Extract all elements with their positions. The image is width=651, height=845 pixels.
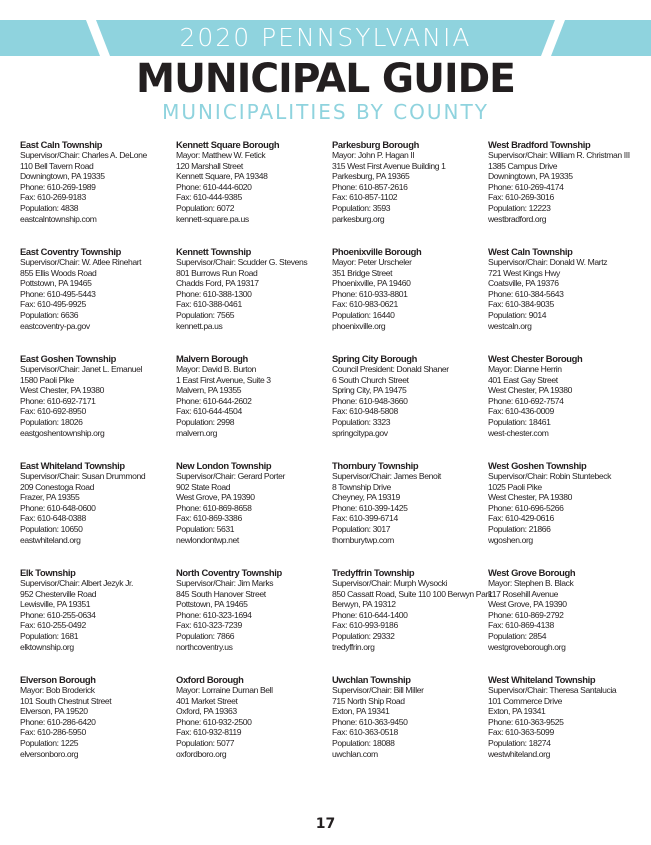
address-line: 101 South Chestnut Street — [20, 695, 112, 706]
page-title: MUNICIPAL GUIDE — [136, 56, 515, 102]
fax-line: Fax: 610-648-0388 — [20, 513, 86, 524]
phone-line: Phone: 610-363-9450 — [332, 716, 408, 727]
address-line: 952 Chesterville Road — [20, 588, 97, 599]
phone-line: Phone: 610-363-9525 — [488, 716, 564, 727]
address-line: 1 East First Avenue, Suite 3 — [176, 374, 271, 385]
address-line: 721 West Kings Hwy — [488, 267, 560, 278]
municipality-entry — [20, 460, 170, 567]
city-line: Spring City, PA 19475 — [332, 385, 407, 396]
address-line: 401 Market Street — [176, 695, 238, 706]
column-1 — [20, 139, 170, 781]
fax-line: Fax: 610-932-8119 — [176, 727, 242, 738]
website-line: northcoventry.us — [176, 641, 233, 652]
city-line: Pottstown, PA 19465 — [176, 599, 248, 610]
fax-line: Fax: 610-644-4504 — [176, 406, 242, 417]
fax-line: Fax: 610-993-9186 — [332, 620, 398, 631]
official-line: Mayor: Dianne Herrin — [488, 364, 562, 374]
address-line: 401 East Gay Street — [488, 374, 558, 385]
official-line: Mayor: Stephen B. Black — [488, 578, 574, 588]
fax-line: Fax: 610-286-5950 — [20, 727, 86, 738]
municipality-name: Tredyffrin Township — [332, 567, 415, 578]
fax-line: Fax: 610-948-5808 — [332, 406, 398, 417]
official-line: Supervisor/Chair: Janet L. Emanuel — [20, 364, 143, 374]
municipality-name: West Bradford Township — [488, 139, 591, 150]
address-line: 110 Bell Tavern Road — [20, 160, 94, 171]
city-line: Malvern, PA 19355 — [176, 385, 242, 396]
website-line: kennett.pa.us — [176, 320, 223, 331]
population-line: Population: 10650 — [20, 523, 83, 534]
population-line: Population: 18026 — [20, 416, 83, 427]
phone-line: Phone: 610-286-6420 — [20, 716, 96, 727]
municipality-name: West Whiteland Township — [488, 674, 596, 685]
fax-line: Fax: 610-495-9925 — [20, 299, 86, 310]
population-line: Population: 6072 — [176, 202, 235, 213]
city-line: West Chester, PA 19380 — [20, 385, 105, 396]
population-line: Population: 18274 — [488, 737, 551, 748]
population-line: Population: 2998 — [176, 416, 235, 427]
website-line: westwhiteland.org — [488, 748, 550, 759]
official-line: Mayor: Matthew W. Fetick — [176, 150, 266, 160]
official-line: Mayor: Bob Broderick — [20, 685, 95, 695]
address-line: 209 Conestoga Road — [20, 481, 95, 492]
official-line: Supervisor/Chair: Susan Drummond — [20, 471, 146, 481]
city-line: Exton, PA 19341 — [488, 706, 546, 717]
address-line: 117 Rosehill Avenue — [488, 588, 558, 599]
municipality-name: East Goshen Township — [20, 353, 116, 364]
municipality-entry — [332, 567, 492, 674]
fax-line: Fax: 610-869-3386 — [176, 513, 242, 524]
phone-line: Phone: 610-869-8658 — [176, 502, 252, 513]
population-line: Population: 12223 — [488, 202, 551, 213]
phone-line: Phone: 610-495-5443 — [20, 288, 96, 299]
city-line: Oxford, PA 19363 — [176, 706, 237, 717]
phone-line: Phone: 610-692-7171 — [20, 395, 96, 406]
address-line: 120 Marshall Street — [176, 160, 243, 171]
municipality-name: East Coventry Township — [20, 246, 121, 257]
address-line: 855 Ellis Woods Road — [20, 267, 97, 278]
municipality-entry — [20, 674, 170, 781]
municipality-name: East Whiteland Township — [20, 460, 125, 471]
official-line: Supervisor/Chair: James Benoit — [332, 471, 441, 481]
municipality-name: North Coventry Township — [176, 567, 282, 578]
city-line: Cheyney, PA 19319 — [332, 492, 400, 503]
fax-line: Fax: 610-384-9035 — [488, 299, 554, 310]
official-line: Council President: Donald Shaner — [332, 364, 449, 374]
city-line: Phoenixville, PA 19460 — [332, 278, 411, 289]
website-line: kennett-square.pa.us — [176, 213, 249, 224]
population-line: Population: 7565 — [176, 309, 235, 320]
municipality-name: Kennett Township — [176, 246, 251, 257]
population-line: Population: 1225 — [20, 737, 79, 748]
website-line: malvern.org — [176, 427, 217, 438]
official-line: Supervisor/Chair: Bill Miller — [332, 685, 424, 695]
city-line: West Chester, PA 19380 — [488, 492, 573, 503]
website-line: uwchlan.com — [332, 748, 378, 759]
address-line: 315 West First Avenue Building 1 — [332, 160, 446, 171]
municipality-name: Elverson Borough — [20, 674, 96, 685]
population-line: Population: 3323 — [332, 416, 391, 427]
phone-line: Phone: 610-933-8801 — [332, 288, 408, 299]
official-line: Supervisor/Chair: Donald W. Martz — [488, 257, 608, 267]
address-line: 351 Bridge Street — [332, 267, 393, 278]
municipality-entry — [332, 460, 482, 567]
phone-line: Phone: 610-644-2602 — [176, 395, 252, 406]
phone-line: Phone: 610-932-2500 — [176, 716, 252, 727]
municipality-name: Phoenixville Borough — [332, 246, 422, 257]
city-line: Chadds Ford, PA 19317 — [176, 278, 259, 289]
official-line: Mayor: Peter Urscheler — [332, 257, 412, 267]
fax-line: Fax: 610-436-0009 — [488, 406, 554, 417]
website-line: thornburytwp.com — [332, 534, 394, 545]
website-line: springcitypa.gov — [332, 427, 388, 438]
municipality-entry — [488, 246, 638, 353]
phone-line: Phone: 610-692-7574 — [488, 395, 564, 406]
municipality-entry — [488, 567, 638, 674]
municipality-entry — [176, 674, 326, 781]
address-line: 101 Commerce Drive — [488, 695, 562, 706]
fax-line: Fax: 610-323-7239 — [176, 620, 242, 631]
phone-line: Phone: 610-644-1400 — [332, 609, 408, 620]
official-line: Supervisor/Chair: Charles A. DeLone — [20, 150, 147, 160]
fax-line: Fax: 610-269-9183 — [20, 192, 86, 203]
website-line: tredyffrin.org — [332, 641, 375, 652]
population-line: Population: 1681 — [20, 630, 79, 641]
address-line: 1385 Campus Drive — [488, 160, 558, 171]
fax-line: Fax: 610-857-1102 — [332, 192, 398, 203]
official-line: Supervisor/Chair: Albert Jezyk Jr. — [20, 578, 133, 588]
phone-line: Phone: 610-696-5266 — [488, 502, 564, 513]
population-line: Population: 16440 — [332, 309, 395, 320]
municipality-entry — [332, 246, 482, 353]
website-line: parkesburg.org — [332, 213, 385, 224]
population-line: Population: 9014 — [488, 309, 547, 320]
website-line: oxfordboro.org — [176, 748, 227, 759]
municipality-name: East Caln Township — [20, 139, 103, 150]
address-line: 6 South Church Street — [332, 374, 409, 385]
municipality-name: Kennett Square Borough — [176, 139, 280, 150]
phone-line: Phone: 610-869-2792 — [488, 609, 564, 620]
city-line: Elverson, PA 19520 — [20, 706, 88, 717]
official-line: Mayor: David B. Burton — [176, 364, 257, 374]
website-line: elversonboro.org — [20, 748, 79, 759]
address-line: 715 North Ship Road — [332, 695, 405, 706]
municipality-entry — [488, 460, 638, 567]
population-line: Population: 21866 — [488, 523, 551, 534]
fax-line: Fax: 610-269-3016 — [488, 192, 554, 203]
phone-line: Phone: 610-384-5643 — [488, 288, 564, 299]
municipality-name: West Caln Township — [488, 246, 573, 257]
website-line: newlondontwp.net — [176, 534, 239, 545]
phone-line: Phone: 610-269-1989 — [20, 181, 96, 192]
column-2 — [176, 139, 326, 781]
municipality-name: Thornbury Township — [332, 460, 419, 471]
municipality-name: Oxford Borough — [176, 674, 244, 685]
official-line: Supervisor/Chair: Jim Marks — [176, 578, 274, 588]
municipality-entry — [488, 353, 638, 460]
website-line: westgroveborough.org — [488, 641, 566, 652]
municipality-entry — [20, 246, 170, 353]
city-line: Lewisville, PA 19351 — [20, 599, 91, 610]
city-line: Parkesburg, PA 19365 — [332, 171, 410, 182]
website-line: west-chester.com — [488, 427, 549, 438]
website-line: eastcalntownship.com — [20, 213, 97, 224]
municipality-entry — [20, 139, 170, 246]
municipality-name: West Chester Borough — [488, 353, 583, 364]
phone-line: Phone: 610-857-2616 — [332, 181, 408, 192]
phone-line: Phone: 610-399-1425 — [332, 502, 408, 513]
official-line: Supervisor/Chair: Robin Stuntebeck — [488, 471, 612, 481]
population-line: Population: 3593 — [332, 202, 391, 213]
municipality-entry — [176, 353, 326, 460]
municipality-name: West Goshen Township — [488, 460, 587, 471]
municipality-name: West Grove Borough — [488, 567, 576, 578]
municipality-name: Elk Township — [20, 567, 76, 578]
website-line: phoenixville.org — [332, 320, 386, 331]
fax-line: Fax: 610-255-0492 — [20, 620, 86, 631]
fax-line: Fax: 610-363-5099 — [488, 727, 554, 738]
population-line: Population: 4838 — [20, 202, 79, 213]
official-line: Supervisor/Chair: W. Atlee Rinehart — [20, 257, 142, 267]
official-line: Supervisor/Chair: Theresa Santalucia — [488, 685, 617, 695]
population-line: Population: 29332 — [332, 630, 395, 641]
fax-line: Fax: 610-429-0616 — [488, 513, 554, 524]
address-line: 8 Township Drive — [332, 481, 391, 492]
municipality-entry — [332, 674, 482, 781]
fax-line: Fax: 610-692-8950 — [20, 406, 86, 417]
official-line: Supervisor/Chair: Scudder G. Stevens — [176, 257, 308, 267]
municipality-name: New London Township — [176, 460, 272, 471]
population-line: Population: 2854 — [488, 630, 547, 641]
address-line: 850 Cassatt Road, Suite 110 100 Berwyn Park — [332, 588, 492, 599]
city-line: Frazer, PA 19355 — [20, 492, 80, 503]
fax-line: Fax: 610-399-6714 — [332, 513, 398, 524]
column-3 — [332, 139, 492, 781]
population-line: Population: 7866 — [176, 630, 235, 641]
phone-line: Phone: 610-444-6020 — [176, 181, 252, 192]
city-line: Kennett Square, PA 19348 — [176, 171, 268, 182]
address-line: 845 South Hanover Street — [176, 588, 266, 599]
population-line: Population: 18088 — [332, 737, 395, 748]
city-line: Berwyn, PA 19312 — [332, 599, 396, 610]
municipality-entry — [176, 567, 326, 674]
fax-line: Fax: 610-388-0461 — [176, 299, 242, 310]
address-line: 1580 Paoli Pike — [20, 374, 74, 385]
municipality-entry — [488, 674, 638, 781]
city-line: Downingtown, PA 19335 — [488, 171, 573, 182]
official-line: Supervisor/Chair: Gerard Porter — [176, 471, 285, 481]
city-line: West Grove, PA 19390 — [488, 599, 567, 610]
municipality-name: Spring City Borough — [332, 353, 418, 364]
municipality-name: Parkesburg Borough — [332, 139, 419, 150]
municipality-name: Uwchlan Township — [332, 674, 411, 685]
municipality-entry — [332, 139, 482, 246]
header-banner — [0, 20, 651, 56]
address-line: 801 Burrows Run Road — [176, 267, 258, 278]
municipality-entry — [332, 353, 482, 460]
fax-line: Fax: 610-983-0621 — [332, 299, 398, 310]
city-line: Exton, PA 19341 — [332, 706, 390, 717]
municipality-entry — [488, 139, 638, 246]
municipality-entry — [20, 353, 170, 460]
city-line: Coatsville, PA 19376 — [488, 278, 559, 289]
population-line: Population: 5077 — [176, 737, 235, 748]
address-line: 902 State Road — [176, 481, 231, 492]
city-line: West Chester, PA 19380 — [488, 385, 573, 396]
phone-line: Phone: 610-323-1694 — [176, 609, 252, 620]
city-line: Downingtown, PA 19335 — [20, 171, 105, 182]
population-line: Population: 3017 — [332, 523, 391, 534]
city-line: West Grove, PA 19390 — [176, 492, 255, 503]
official-line: Supervisor/Chair: Murph Wysocki — [332, 578, 448, 588]
population-line: Population: 18461 — [488, 416, 551, 427]
website-line: eastwhiteland.org — [20, 534, 81, 545]
page-subtitle: MUNICIPALITIES BY COUNTY — [162, 100, 489, 124]
fax-line: Fax: 610-363-0518 — [332, 727, 398, 738]
official-line: Supervisor/Chair: William R. Christman III — [488, 150, 630, 160]
population-line: Population: 5631 — [176, 523, 235, 534]
banner-title: 2020 PENNSYLVANIA — [179, 23, 472, 52]
website-line: eastcoventry-pa.gov — [20, 320, 90, 331]
website-line: westcaln.org — [488, 320, 532, 331]
population-line: Population: 6636 — [20, 309, 79, 320]
city-line: Pottstown, PA 19465 — [20, 278, 92, 289]
municipality-entry — [20, 567, 170, 674]
phone-line: Phone: 610-269-4174 — [488, 181, 564, 192]
website-line: eastgoshentownship.org — [20, 427, 105, 438]
phone-line: Phone: 610-388-1300 — [176, 288, 252, 299]
official-line: Mayor: John P. Hagan II — [332, 150, 415, 160]
phone-line: Phone: 610-948-3660 — [332, 395, 408, 406]
municipality-entry — [176, 460, 326, 567]
website-line: wgoshen.org — [488, 534, 533, 545]
municipality-entry — [176, 139, 326, 246]
municipality-name: Malvern Borough — [176, 353, 248, 364]
website-line: westbradford.org — [488, 213, 547, 224]
municipality-entry — [176, 246, 326, 353]
phone-line: Phone: 610-255-0634 — [20, 609, 96, 620]
fax-line: Fax: 610-869-4138 — [488, 620, 554, 631]
fax-line: Fax: 610-444-9385 — [176, 192, 242, 203]
phone-line: Phone: 610-648-0600 — [20, 502, 96, 513]
website-line: elktownship.org — [20, 641, 74, 652]
official-line: Mayor: Lorraine Durnan Bell — [176, 685, 273, 695]
address-line: 1025 Paoli Pike — [488, 481, 542, 492]
column-4 — [488, 139, 638, 781]
page-number: 17 — [315, 816, 336, 832]
